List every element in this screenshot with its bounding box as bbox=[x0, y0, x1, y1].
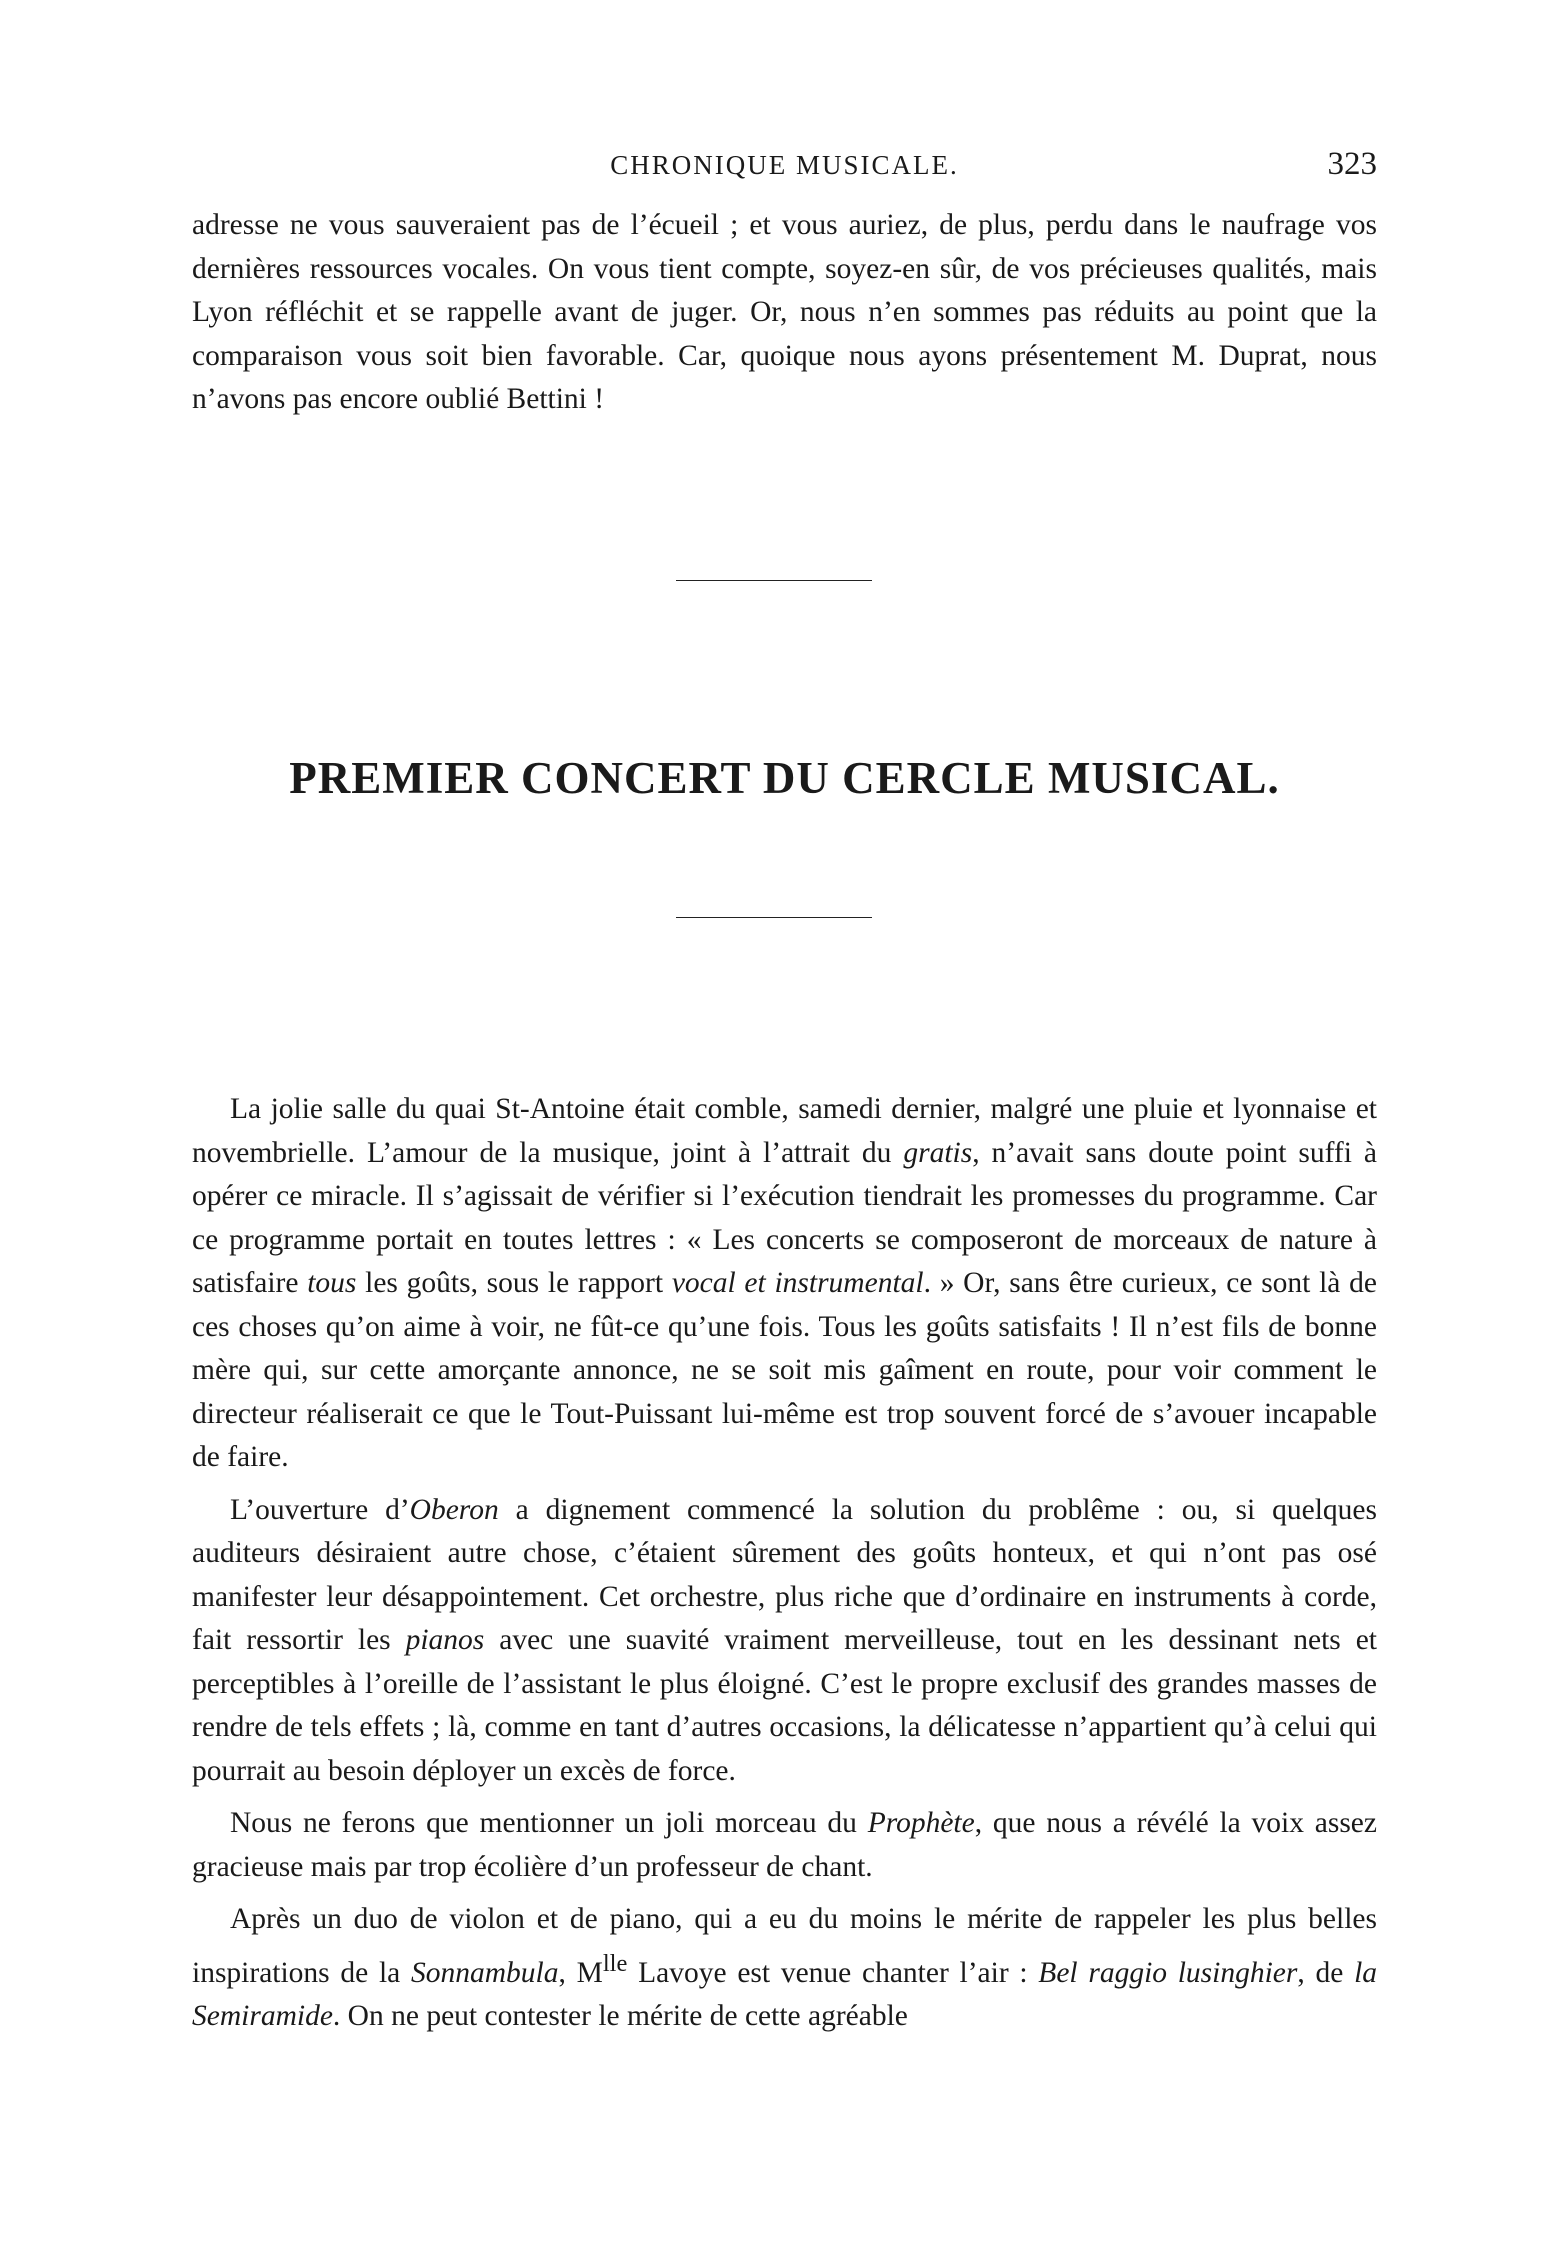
italic-bel-raggio: Bel raggio lusinghier bbox=[1038, 1956, 1298, 1989]
intro-text-block bbox=[192, 204, 1377, 422]
italic-tous: tous bbox=[307, 1267, 357, 1299]
paragraph-2: L’ouverture d’Oberon a dignement commencé la solution du problême : ou, si quelques auditeurs désiraient autre chose, c’étaient sûrement des goûts honteux, et qui n’ont pas osé manifester leur désappointement. Cet orchestre, plus riche que d’ordinaire en instruments à corde, fait ressortir les pianos avec une suavité vraiment merveilleuse, tout en les dessinant nets et perceptibles à l’oreille de l’assistant le plus éloigné. C’est le propre exclusif des grandes masses de rendre de tels effets ; là, comme en tant d’autres occasions, la délicatesse n’appartient qu’à celui qui pourrait au besoin déployer un excès de force. bbox=[192, 1493, 1377, 1787]
paragraph-4: Après un duo de violon et de piano, qui a eu du moins le mérite de rappeler les plus belles inspirations de la Sonnambula, $M^{lle}$ Lavoye est venue chanter l’air : Bel raggio lusinghier, de la Semiramide. On ne peut contester le mérite de cette agréable bbox=[192, 1903, 1378, 2032]
running-title: CHRONIQUE MUSICALE. bbox=[610, 150, 959, 180]
divider-rule-bottom bbox=[676, 917, 872, 918]
italic-prophete: Prophète bbox=[867, 1807, 975, 1839]
paragraph-3: Nous ne ferons que mentionner un joli morceau du Prophète, que nous a révélé la voix assez gracieuse mais par trop écolière d’un professeur de chant. bbox=[192, 1807, 1377, 1883]
italic-oberon: Oberon bbox=[409, 1493, 499, 1526]
italic-semiramide: la Semiramide bbox=[192, 1956, 1378, 2032]
section-body bbox=[192, 1088, 1377, 2038]
divider-rule-top bbox=[676, 580, 872, 581]
italic-vocal-instrumental: vocal et instrumental bbox=[671, 1267, 924, 1299]
paragraph-1: La jolie salle du quai St-Antoine était comble, samedi dernier, malgré une pluie et lyonnaise et novembrielle. L’amour de la musique, joint à l’attrait du gratis, n’avait sans doute point suffi à opérer ce miracle. Il s’agissait de vérifier si l’exécution tiendrait les promesses du programme. Car ce programme portait en toutes lettres : « Les concerts se composeront de morceaux de nature à satisfaire tous les goûts, sous le rapport vocal et instrumental. » Or, sans être curieux, ce sont là de ces choses qu’on aime à voir, ne fût-ce qu’une fois. Tous les goûts satisfaits ! Il n’est fils de bonne mère qui, sur cette amorçante annonce, ne se soit mis gaîment en route, pour voir comment le directeur réaliserait ce que le Tout-Puissant lui-même est trop souvent forcé de s’avouer incapable de faire. bbox=[192, 1093, 1378, 1473]
running-head bbox=[192, 146, 1377, 194]
italic-sonnambula: Sonnambula bbox=[410, 1956, 559, 1989]
italic-gratis: gratis bbox=[903, 1136, 973, 1169]
page-number: 323 bbox=[1327, 146, 1377, 182]
italic-pianos: pianos bbox=[405, 1624, 485, 1656]
section-title: PREMIER CONCERT DU CERCLE MUSICAL. bbox=[289, 753, 1280, 803]
intro-paragraph: adresse ne vous sauveraient pas de l’écueil ; et vous auriez, de plus, perdu dans le naufrage vos dernières ressources vocales. On vous tient compte, soyez-en sûr, de vos précieuses qualités, mais Lyon réfléchit et se rappelle avant de juger. Or, nous n’en sommes pas réduits au point que la comparaison vous soit bien favorable. Car, quoique nous ayons présentement M. Duprat, nous n’avons pas encore oublié Bettini ! bbox=[192, 209, 1377, 415]
superscript-lle: lle bbox=[602, 1949, 628, 1977]
